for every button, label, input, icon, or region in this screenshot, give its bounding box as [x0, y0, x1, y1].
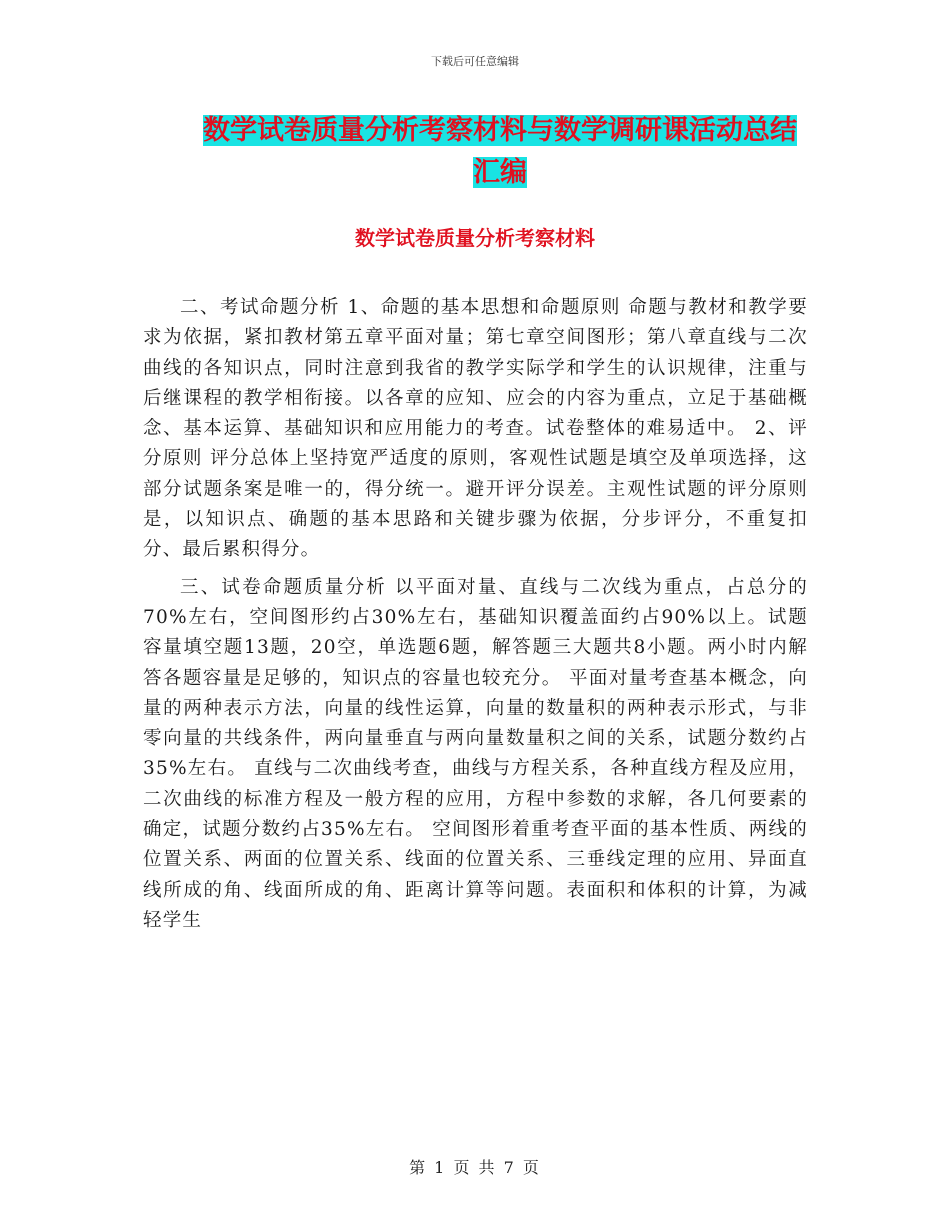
paragraph-exam-analysis: 二、考试命题分析 1、命题的基本思想和命题原则 命题与教材和教学要求为依据，紧扣教材第五章平面对量；第七章空间图形；第八章直线与二次曲线的各知识点，同时注意到我省的教学实际学和学生的认识规律，注重与后继课程的教学相衔接。以各章的应知、应会的内容为重点，立足于基础概念、基本运算、基础知识和应用能力的考查。试卷整体的难易适中。 2、评分原则 评分总体上坚持宽严适度的原则，客观性试题是填空及单项选择，这部分试题条案是唯一的，得分统一。避开评分误差。主观性试题的评分原则是，以知识点、确题的基本思路和关键步骤为依据，分步评分，不重复扣分、最后累积得分。	[143, 297, 808, 561]
body-text	[143, 293, 808, 943]
document-title-text: 数学试卷质量分析考察材料与数学调研课活动总结汇编	[203, 115, 797, 188]
header-note: 下载后可任意编辑	[431, 55, 519, 68]
document-title	[192, 110, 808, 194]
paragraph-quality-analysis: 三、试卷命题质量分析 以平面对量、直线与二次线为重点，占总分的70%左右，空间图形约占30%左右，基础知识覆盖面约占90%以上。试题容量填空题13题，20空，单选题6题，解答题三大题共8小题。两小时内解答各题容量是足够的，知识点的容量也较充分。 平面对量考查基本概念，向量的两种表示方法，向量的线性运算，向量的数量积的两种表示形式，与非零向量的共线条件，两向量垂直与两向量数量积之间的关系，试题分数约占35%左右。 直线与二次曲线考查，曲线与方程关系，各种直线方程及应用，二次曲线的标准方程及一般方程的应用，方程中参数的求解，各几何要素的确定，试题分数约占35%左右。 空间图形着重考查平面的基本性质、两线的位置关系、两面的位置关系、线面的位置关系、三垂线定理的应用、异面直线所成的角、线面所成的角、距离计算等问题。表面积和体积的计算，为减轻学生	[143, 576, 808, 931]
page-footer: 第 1 页 共 7 页	[409, 1158, 541, 1177]
section-title: 数学试卷质量分析考察材料	[355, 226, 595, 250]
